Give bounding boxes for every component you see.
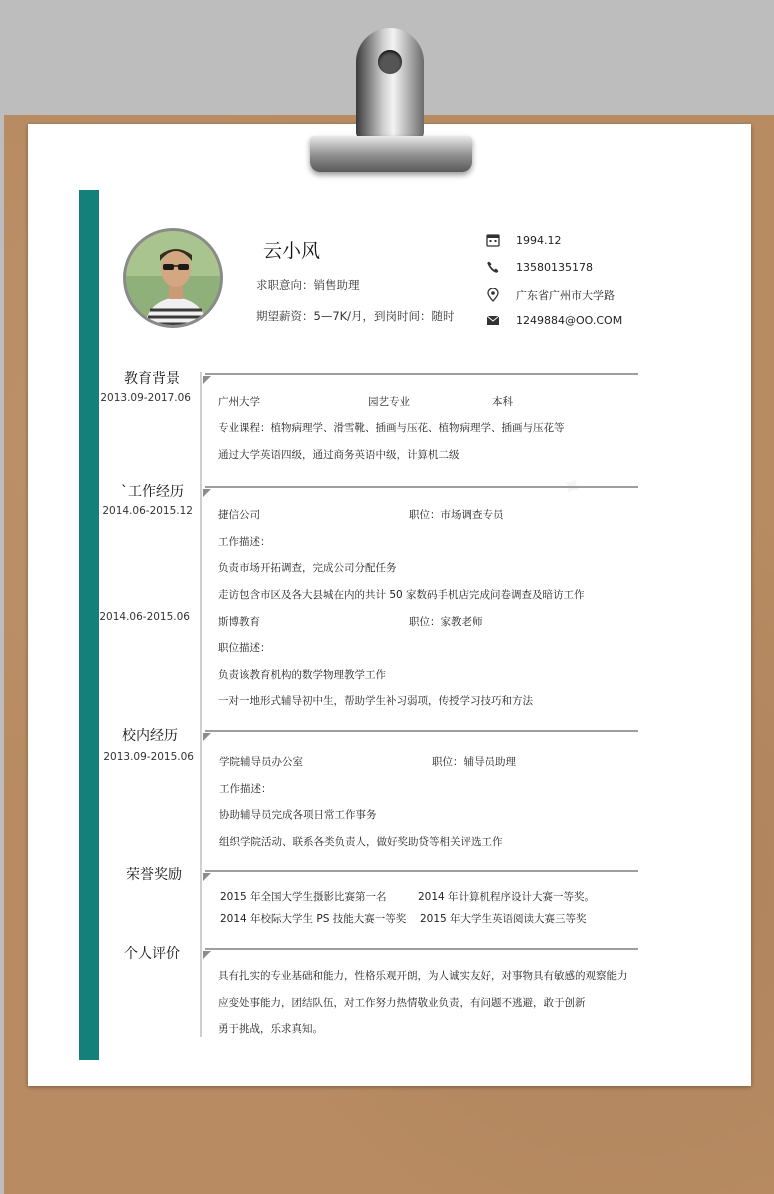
self-line: 具有扎实的专业基础和能力，性格乐观开朗，为人诚实友好，对事物具有敏感的观察能力 [218, 970, 628, 982]
contact-phone-text: 13580135178 [516, 260, 593, 274]
work-date-2: 2014.06-2015.06 [99, 611, 190, 623]
work-line: 负责市场开拓调查，完成公司分配任务 [218, 562, 397, 574]
expected-salary: 期望薪资：5—7K/月，到岗时间：随时 [256, 309, 455, 323]
contact-email [486, 313, 622, 327]
education-courses: 专业课程：植物病理学、滑雪靴、插画与压花、植物病理学、插画与压花等 [218, 422, 565, 434]
campus-date: 2013.09-2015.06 [103, 751, 194, 763]
education-degree: 本科 [492, 396, 513, 408]
avatar [123, 228, 223, 328]
work-position-2: 职位：家教老师 [409, 616, 483, 628]
binder-clip [310, 136, 472, 172]
calendar-icon [486, 233, 500, 247]
education-school: 广州大学 [218, 396, 260, 408]
section-rule [205, 870, 638, 872]
award-item: 2015 年全国大学生摄影比赛第一名 [220, 891, 387, 903]
campus-desc-label: 工作描述： [219, 783, 272, 795]
phone-icon [486, 260, 500, 274]
campus-line: 组织学院活动、联系各类负责人，做好奖助贷等相关评选工作 [219, 836, 503, 848]
campus-line: 协助辅导员完成各项日常工作事务 [219, 809, 377, 821]
section-rule [205, 486, 638, 488]
award-item: 2014 年校际大学生 PS 技能大赛一等奖 [220, 913, 407, 925]
contact-address [486, 287, 615, 303]
work-line: 一对一地形式辅导初中生，帮助学生补习弱项，传授学习技巧和方法 [218, 695, 533, 707]
section-title-work: `工作经历 [121, 484, 184, 500]
location-icon [486, 288, 500, 302]
section-rule [205, 730, 638, 732]
work-date-1: 2014.06-2015.12 [102, 505, 193, 517]
contact-email-text: 1249884@OO.COM [516, 313, 623, 327]
contact-phone [486, 260, 593, 274]
contact-birth [486, 233, 562, 247]
education-date: 2013.09-2017.06 [100, 392, 191, 404]
award-item: 2014 年计算机程序设计大赛一等奖。 [418, 891, 596, 903]
work-line: 负责该教育机构的数学物理教学工作 [218, 669, 386, 681]
contact-birth-text: 1994.12 [516, 233, 562, 247]
candidate-name: 云小风 [263, 240, 321, 262]
campus-org: 学院辅导员办公室 [219, 756, 303, 768]
binder-clip-ring [356, 28, 424, 140]
campus-position: 职位：辅导员助理 [432, 756, 516, 768]
self-line: 勇于挑战，乐求真知。 [218, 1023, 323, 1035]
section-rule [205, 373, 638, 375]
section-marker [203, 376, 211, 384]
education-major: 园艺专业 [368, 396, 410, 408]
self-line: 应变处事能力，团结队伍，对工作努力热情敬业负责，有问题不逃避，敢于创新 [218, 997, 586, 1009]
section-marker [203, 733, 211, 741]
accent-sidebar [79, 190, 99, 1060]
section-title-awards: 荣誉奖励 [126, 867, 182, 883]
section-title-self: 个人评价 [124, 946, 180, 962]
section-title-campus: 校内经历 [122, 728, 178, 744]
work-desc-label-1: 工作描述： [218, 536, 271, 548]
work-company-1: 捷信公司 [218, 509, 260, 521]
mail-icon [486, 313, 500, 327]
section-marker [203, 873, 211, 881]
section-title-education: 教育背景 [124, 371, 180, 387]
work-line: 走访包含市区及各大县城在内的共计 50 家数码手机店完成问卷调查及暗访工作 [218, 589, 585, 601]
work-company-2: 斯博教育 [218, 616, 260, 628]
section-rule [205, 948, 638, 950]
section-marker [203, 951, 211, 959]
award-item: 2015 年大学生英语阅读大赛三等奖 [420, 913, 587, 925]
work-position-1: 职位：市场调查专员 [409, 509, 504, 521]
job-intent: 求职意向：销售助理 [256, 278, 360, 292]
education-certs: 通过大学英语四级，通过商务英语中级，计算机二级 [218, 449, 460, 461]
section-marker [203, 489, 211, 497]
timeline-line [200, 372, 202, 1037]
contact-address-text: 广东省广州市大学路 [516, 289, 615, 302]
work-desc-label-2: 职位描述： [218, 642, 271, 654]
